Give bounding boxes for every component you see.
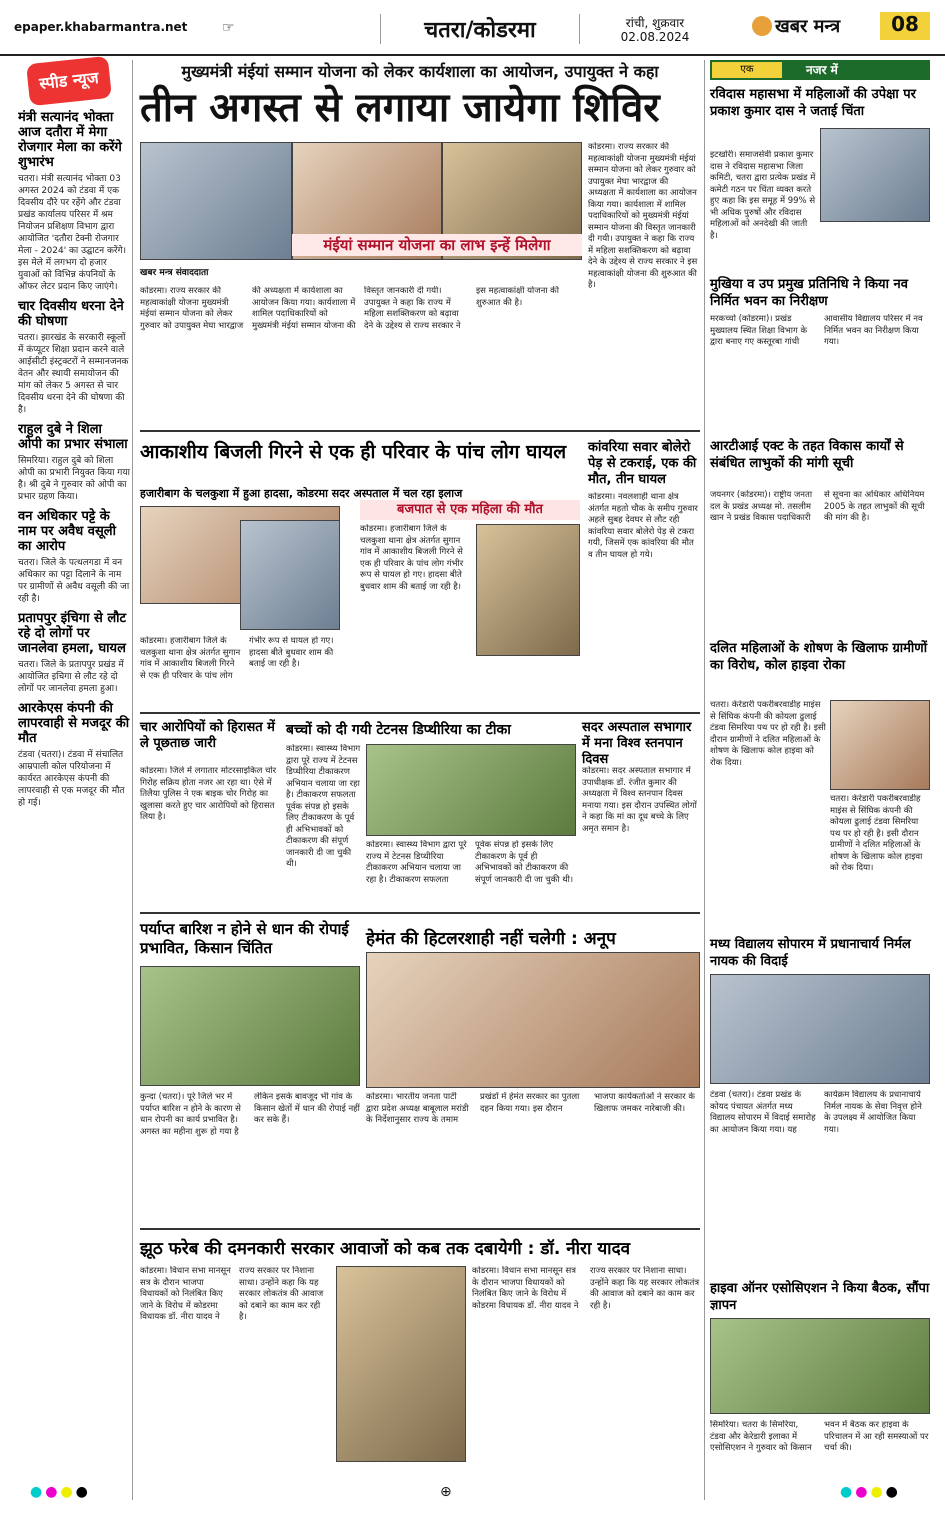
page-number: 08 [880, 12, 930, 40]
ravidas-headline: रविदास महासभा में महिलाओं की उपेक्षा पर प्रकाश कुमार दास ने जताई चिंता [710, 87, 916, 119]
left-story-body: चतरा। मंत्री सत्यानंद भोक्ता 03 अगस्त 2024 को टंडवा में एक दिवसीय दौरे पर रहेंगे और टंडवा प्रखंड कार्यालय परिसर में श्रम नियोजन प्रशिक्षण विभाग द्वारा आयोजित 'दतौरा टेक्नी रोजगार मेला - 2024' का उद्घाटन करेंगे। इस मेले में लगभग दो हजार युवाओं को विभिन्न कंपनियों के ऑफर लेटर प्रदान किए जाएंगे। [18, 174, 127, 292]
registration-marks-right: ●●●● [840, 1484, 901, 1500]
school-body: टंडवा (चतरा)। टंडवा प्रखंड के कोयद पंचायत अंतर्गत मध्य विद्यालय सोपारम में विदाई समारोह का आयोजन किया गया। यह कार्यक्रम विद्यालय के प्रधानाचार्य निर्मल नायक के सेवा निवृत्त होने के उपलक्ष्य में आयोजित किया गया। [710, 1090, 922, 1135]
bike-theft-body: कोडरमा। जिले में लगातार मोटरसाइकिल चोर गिरोह सक्रिय होता नजर आ रहा था। ऐसे में तिलैया पुलिस ने एक बाइक चोर गिरोह का खुलासा करते हुए चार आरोपियों को हिरासत लिया है। [140, 766, 277, 822]
left-story-headline: राहुल दुबे ने शिला ओपी का प्रभार संभाला [18, 422, 128, 452]
victim-photo [476, 524, 580, 656]
dalit-protest-photo [830, 700, 930, 790]
lead-headline: तीन अगस्त से लगाया जायेगा शिविर [140, 85, 660, 131]
vaccine-photo [366, 744, 576, 836]
vaccine-headline: बच्चों को दी गयी टेटनस डिप्थीरिया का टीका [286, 722, 511, 738]
neera-headline: झूठ फरेब की दमनकारी सरकार आवाजों को कब तक दबायेगी : डॉ. नीरा यादव [140, 1239, 631, 1259]
left-story-body: चतरा। जिले के प्रतापपुर प्रखंड में आयोजित इचिगा से लौट रहे दो लोगों पर जानलेवा हमला हुआ। [18, 660, 124, 694]
breastfeeding-body: कोडरमा। सदर अस्पताल सभागार में उपाधीक्षक डॉ. रंजीत कुमार की अध्यक्षता में विश्व स्तनपान दिवस मनाया गया। इस दौरान उपस्थित लोगों ने कहा कि मां का दूध बच्चे के लिए अमृत समान है। [582, 766, 697, 834]
school-headline: मध्य विद्यालय सोपारम में प्रधानाचार्य निर्मल नायक की विदाई [710, 937, 911, 969]
bolero-body: कोडरमा। नवलशाही थाना क्षेत्र अंतर्गत महतो चौक के समीप गुरुवार अहले सुबह देवघर से लौट रही कांवरिया सवार बोलेरो पेड़ से टकरा गयी, जिसमें एक कांवरिया की मौत व तीन घायल हो गये। [588, 492, 698, 560]
left-story-body: चतरा। जिले के पत्थलगडा में वन अधिकार का पट्टा दिलाने के नाम पर ग्रामीणों से अवैध वसूली की जा रही है। [18, 558, 130, 604]
lightning-sidebar-title: बजपात से एक महिला की मौत [360, 500, 580, 520]
hywa-meeting-photo [710, 1318, 930, 1414]
pointer-icon: ☞ [222, 20, 235, 36]
breastfeeding-headline: सदर अस्पताल सभागार में मना विश्व स्तनपान दिवस [582, 720, 692, 767]
lead-side-body: कोडरमा। राज्य सरकार की महत्वाकांक्षी योजना मुख्यमंत्री मंईयां सम्मान योजना को लेकर गुरुवार को उपायुक्त मेघा भारद्वाज की अध्यक्षता में कार्यशाला का आयोजन किया गया। कार्यशाला में शामिल पदाधिकारियों को मुख्यमंत्री मंईयां सम्मान योजना की विस्तृत जानकारी दी गयी। उपायुक्त ने कहा कि राज्य में महिला सशक्तिकरण को बढ़ावा देने के उद्देश्य से राज्य सरकार ने इस महत्वाकांक्षी योजना की शुरुआत की है। [588, 142, 698, 290]
bolero-headline: कांवरिया सवार बोलेरो पेड़ से टकराई, एक की मौत, तीन घायल [588, 440, 697, 487]
lead-kicker: मुख्यमंत्री मंईयां सम्मान योजना को लेकर कार्यशाला का आयोजन, उपायुक्त ने कहा [181, 62, 659, 81]
registration-marks: ●●●● [30, 1484, 91, 1500]
lightning-sidebar-body: कोडरमा। हजारीबाग जिले के चलकुशा थाना क्षेत्र अंतर्गत सुगान गांव में आकाशीय बिजली गिरने से एक ही परिवार के पांच लोग गंभीर रूप से घायल हो गए। हादसा बीते बुधवार शाम की बताई जा रही है। [360, 524, 464, 592]
hywa-headline: हाइवा ऑनर एसोसिएशन ने किया बैठक, सौंपा ज्ञापन [710, 1281, 930, 1313]
rti-body: जयनगर (कोडरमा)। राष्ट्रीय जनता दल के प्रखंड अध्यक्ष मो. तसलीम खान ने प्रखंड विकास पदाधिकारी से सूचना का अधिकार अधिनियम 2005 के तहत लाभुकों की सूची की मांग की है। [710, 490, 925, 523]
left-story-headline: प्रतापपुर इंचिगा से लौट रहे दो लोगों पर जानलेवा हमला, घायल [18, 611, 127, 656]
patients-photo [240, 520, 340, 630]
paddy-body: कुन्दा (चतरा)। पूरे जिले भर में पर्याप्त बारिश न होने के कारण से धान रोपनी का कार्य प्रभावित है। अगस्त का महीना शुरू हो गया है लेकिन इसके बावजूद भी गांव के किसान खेतों में धान की रोपाई नहीं कर सके हैं। [140, 1092, 360, 1137]
lightning-headline: आकाशीय बिजली गिरने से एक ही परिवार के पांच लोग घायल [140, 441, 567, 463]
rti-headline: आरटीआई एक्ट के तहत विकास कार्यों से संबंधित लाभुकों की मांगी सूची [710, 439, 904, 471]
bike-theft-headline: चार आरोपियों को हिरासत में ले पूछताछ जारी [140, 720, 275, 751]
ravidas-body: इटखोरी। समाजसेवी प्रकाश कुमार दास ने रविदास महासभा जिला कमिटी, चतरा द्वारा प्रत्येक प्रखंड में कमेटी गठन पर चिंता व्यक्त करते हुए कहा कि इस समूह में 99% से भी अधिक पुरुषों और रविदास महिलाओं को अनदेखी की जाती है। [710, 150, 816, 241]
neera-body: कोडरमा। विधान सभा मानसून सत्र के दौरान भाजपा विधायकों को निलंबित किए जाने के विरोध में कोडरमा विधायक डॉ. नीरा यादव ने राज्य सरकार पर निशाना साधा। उन्होंने कहा कि यह सरकार लोकतंत्र की आवाज को दबाने का काम कर रही है। [140, 1266, 324, 1322]
dateline: रांची, शुक्रवार 02.08.2024 [620, 16, 690, 44]
photo-caption: मंईयां सम्मान योजना का लाभ इन्हें मिलेगा [292, 234, 582, 256]
vaccine-body: कोडरमा। स्वास्थ्य विभाग द्वारा पूरे राज्य में टेटनस डिप्थीरिया टीकाकरण अभियान चलाया जा रहा है। टीकाकरण सफलता पूर्वक संपन्न हो इसके लिए टीकाकरण के पूर्व ही अभिभावकों को टीकाकरण की संपूर्ण जानकारी दी जा चुकी थी। [286, 744, 361, 869]
left-news-column [18, 104, 130, 1484]
section-title: चतरा/कोडरमा [380, 14, 580, 44]
school-farewell-photo [710, 974, 930, 1084]
left-story-body: टंडवा (चतरा)। टंडवा में संचालित आम्रपाली कोल परियोजना में कार्यरत आरकेएस कंपनी की लापरवाही से एक मजदूर की मौत हो गई। [18, 750, 125, 808]
dalit-body: चतरा। केरेडारी पकरीबरवाडीह माइंस से सिंघिक कंपनी की कोयला ढुलाई टंडवा सिमरिया पथ पर हो रही है। इसी दौरान ग्रामीणों ने दलित महिलाओं के शोषण के खिलाफ कोल हाइवा को रोक दिया। [710, 700, 826, 768]
neera-body-more: कोडरमा। विधान सभा मानसून सत्र के दौरान भाजपा विधायकों को निलंबित किए जाने के विरोध में कोडरमा विधायक डॉ. नीरा यादव ने राज्य सरकार पर निशाना साधा। उन्होंने कहा कि यह सरकार लोकतंत्र की आवाज को दबाने का काम कर रही है। [472, 1266, 700, 1311]
left-story-body: सिमरिया। राहुल दुबे को शिला ओपी का प्रभारी नियुक्त किया गया है। श्री दुबे ने गुरुवार को ओपी का प्रभार ग्रहण किया। [18, 456, 130, 502]
hemant-body: कोडरमा। भारतीय जनता पार्टी द्वारा प्रदेश अध्यक्ष बाबूलाल मरांडी के निर्देशानुसार राज्य के तमाम प्रखंडों में हेमंत सरकार का पुतला दहन किया गया। इस दौरान भाजपा कार्यकर्ताओं ने सरकार के खिलाफ जमकर नारेबाजी की। [366, 1092, 695, 1125]
left-story-headline: वन अधिकार पट्टे के नाम पर अवैध वसूली का आरोप [18, 509, 116, 554]
lead-body: कोडरमा। राज्य सरकार की महत्वाकांक्षी योजना मुख्यमंत्री मंईयां सम्मान योजना को लेकर गुरुवार को उपायुक्त मेघा भारद्वाज की अध्यक्षता में कार्यशाला का आयोजन किया गया। कार्यशाला में शामिल पदाधिकारियों को मुख्यमंत्री मंईयां सम्मान योजना की विस्तृत जानकारी दी गयी। उपायुक्त ने कहा कि राज्य में महिला सशक्तिकरण को बढ़ावा देने के उद्देश्य से राज्य सरकार ने इस महत्वाकांक्षी योजना की शुरुआत की है। [140, 286, 559, 331]
dalit-headline: दलित महिलाओं के शोषण के खिलाफ ग्रामीणों का विरोध, कोल हाइवा रोका [710, 641, 928, 673]
left-story-headline: चार दिवसीय धरना देने की घोषणा [18, 299, 124, 329]
paddy-field-photo [140, 966, 360, 1086]
speed-news-logo: स्पीड न्यूज [26, 56, 112, 106]
registration-target-icon: ⊕ [440, 1484, 455, 1500]
left-story-headline: आरकेएस कंपनी की लापरवाही से मजदूर की मौत [18, 701, 130, 746]
hywa-body: सिमरिया। चतरा के सिमरिया, टंडवा और केरेडारी इलाका में एसोसिएशन ने गुरुवार को किसान भवन में बैठक कर हाइवा के परिचालन में आ रही समस्याओं पर चर्चा की। [710, 1420, 929, 1453]
left-story-headline: मंत्री सत्यानंद भोक्ता आज दतौरा में मेगा रोजगार मेला का करेंगे शुभारंभ [18, 110, 122, 170]
mukhiya-headline: मुखिया व उप प्रमुख प्रतिनिधि ने किया नव निर्मित भवन का निरीक्षण [710, 277, 908, 309]
dalit-body-more: चतरा। केरेडारी पकरीबरवाडीह माइंस से सिंघिक कंपनी की कोयला ढुलाई टंडवा सिमरिया पथ पर हो रही है। इसी दौरान ग्रामीणों ने दलित महिलाओं के शोषण के खिलाफ कोल हाइवा को रोक दिया। [830, 794, 923, 873]
brand-name: खबर मन्त्र [775, 16, 841, 37]
neera-yadav-photo [336, 1266, 466, 1462]
protest-photo [366, 952, 700, 1088]
paddy-headline: पर्याप्त बारिश न होने से धान की रोपाई प्रभावित, किसान चिंतित [140, 920, 349, 957]
site-url[interactable]: epaper.khabarmantra.net [14, 20, 188, 34]
right-section-tag: एक [712, 62, 782, 78]
lightning-body: कोडरमा। हजारीबाग जिले के चलकुशा थाना क्षेत्र अंतर्गत सुगान गांव में आकाशीय बिजली गिरने से एक ही परिवार के पांच लोग गंभीर रूप से घायल हो गए। हादसा बीते बुधवार शाम की बताई जा रही है। [140, 636, 334, 681]
vaccine-body-more: कोडरमा। स्वास्थ्य विभाग द्वारा पूरे राज्य में टेटनस डिप्थीरिया टीकाकरण अभियान चलाया जा रहा है। टीकाकरण सफलता पूर्वक संपन्न हो इसके लिए टीकाकरण के पूर्व ही अभिभावकों को टीकाकरण की संपूर्ण जानकारी दी जा चुकी थी। [366, 840, 574, 885]
right-section-header: नजर में [710, 60, 930, 80]
hemant-headline: हेमंत की हिटलरशाही नहीं चलेगी : अनूप [366, 929, 616, 949]
workshop-photo [140, 142, 292, 260]
brand-logo-icon [752, 16, 772, 36]
prakash-photo [820, 128, 930, 222]
left-story-body: चतरा। झारखंड के सरकारी स्कूलों में कंप्यूटर शिक्षा प्रदान करने वाले आईसीटी इंस्ट्रक्टरों ने सम्मानजनक वेतन और स्थायी समायोजन की मांग को लेकर 5 अगस्त से चार दिवसीय धरना देने की घोषणा की है। [18, 333, 129, 415]
mukhiya-body: मरकच्चो (कोडरमा)। प्रखंड मुख्यालय स्थित शिक्षा विभाग के द्वारा बनाए गए कस्तूरबा गांधी आवासीय विद्यालय परिसर में नव निर्मित भवन का निरीक्षण किया गया। [710, 314, 923, 347]
lead-byline: खबर मन्त्र संवाददाता [140, 268, 209, 278]
lightning-subheadline: हजारीबाग के चलकुशा में हुआ हादसा, कोडरमा सदर अस्पताल में चल रहा इलाज [140, 487, 463, 500]
